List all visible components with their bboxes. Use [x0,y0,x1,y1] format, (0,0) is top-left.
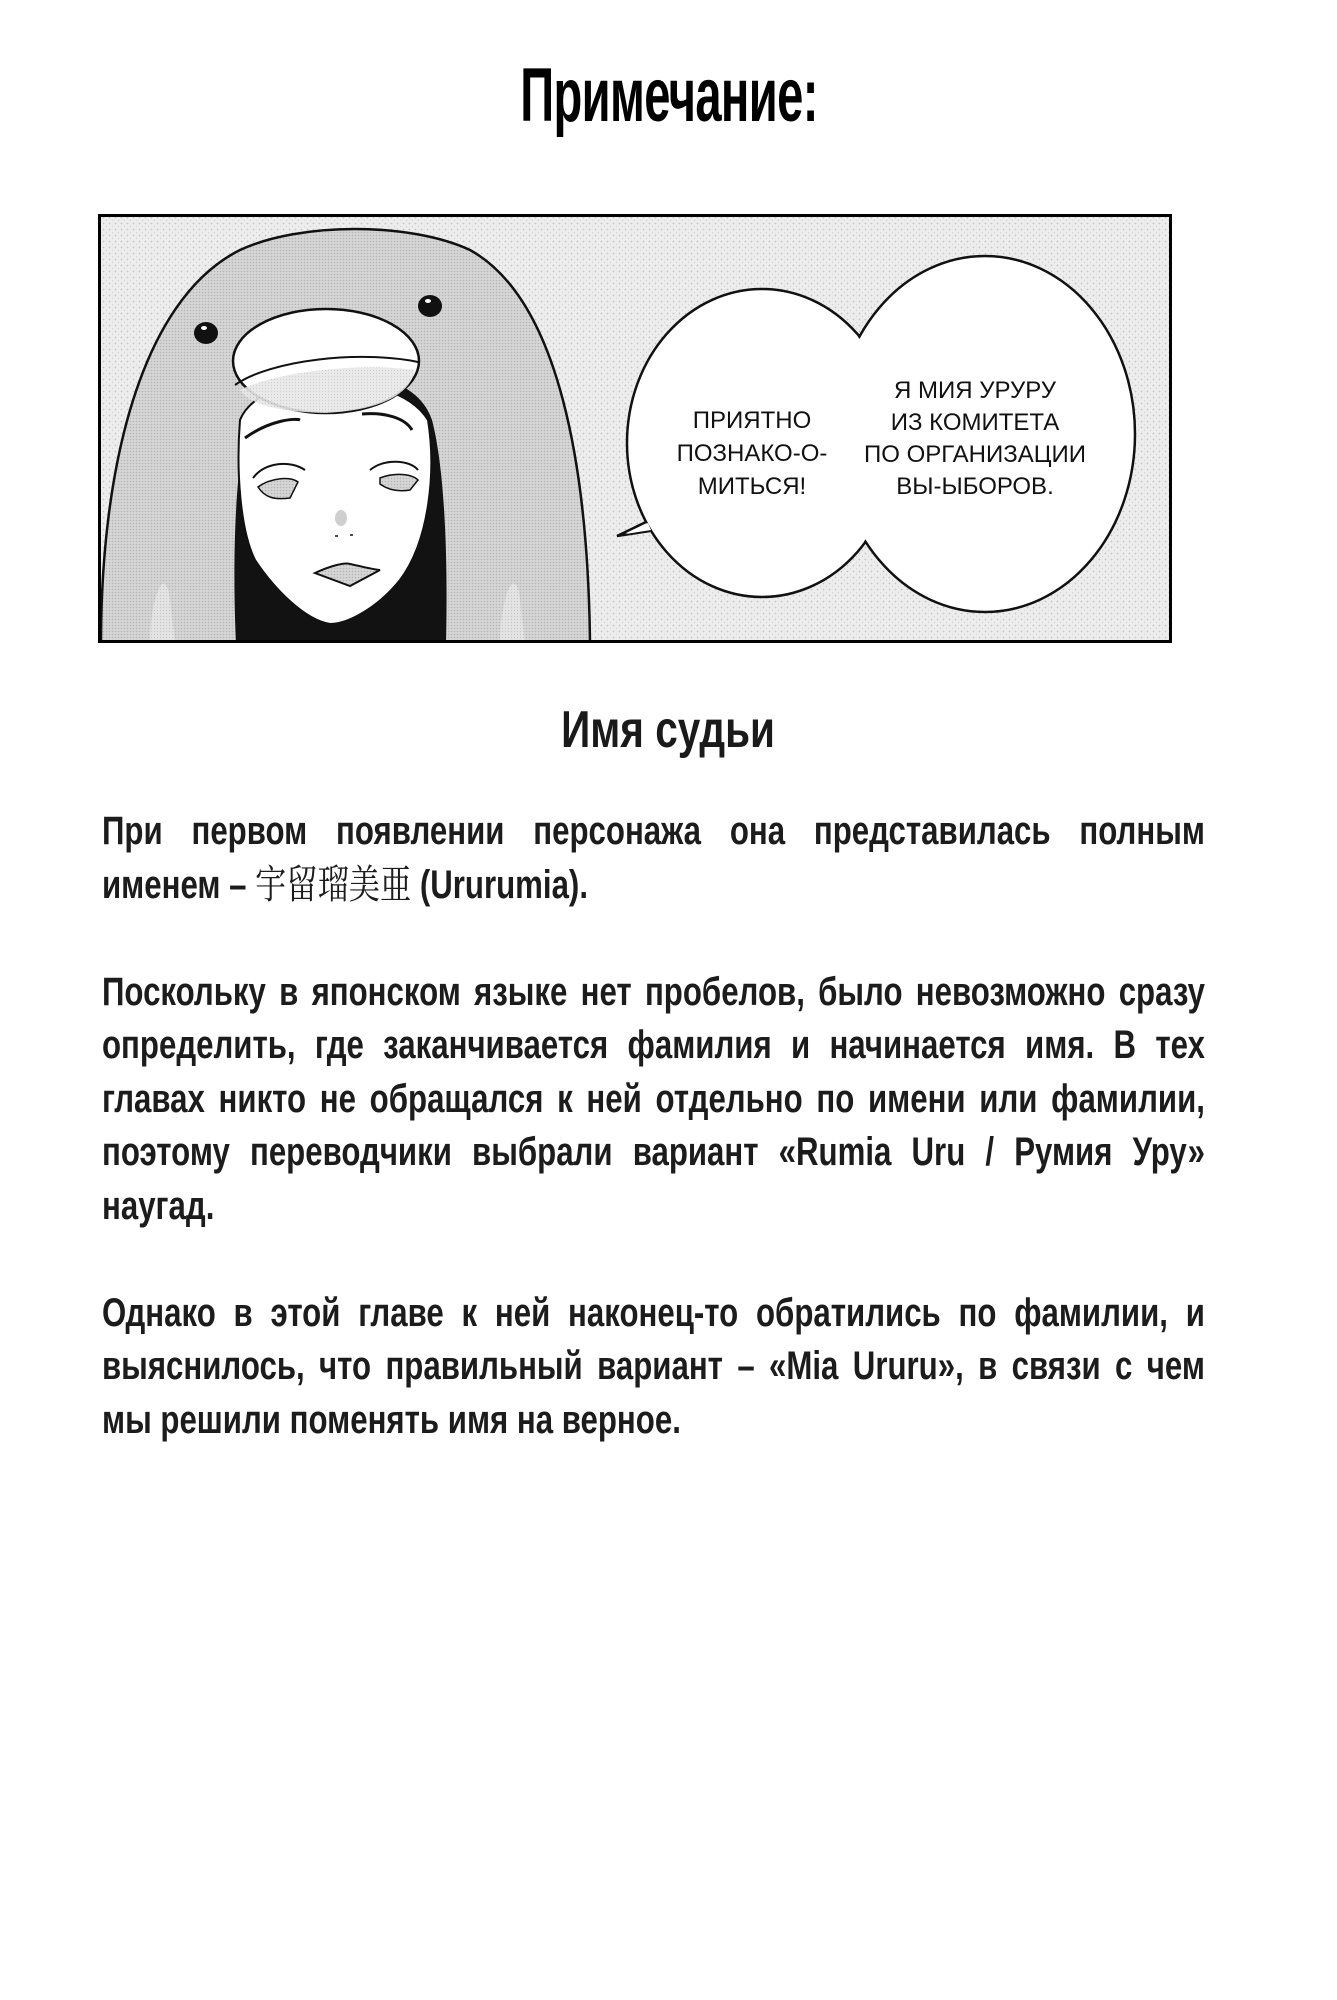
manga-panel [98,214,1172,643]
seal-eye-right [418,295,442,317]
bubble-left-line-2: ПОЗНАКО-О- [676,440,828,467]
section-heading-text: Имя судьи [561,701,776,759]
manga-panel-art [98,214,1172,643]
bubble-left-line-1: ПРИЯТНО [692,407,812,434]
bubble-right-line-3: ПО ОРГАНИЗАЦИИ [864,441,1086,468]
paragraph-2: Поскольку в японском языке нет пробелов, было невозможно сразу определить, где заканчивается фамилия и начинается имя. В тех главах никто не обращался к ней отдельно по имени или фамилии, поэтому переводчики выбрали вариант «Rumia Uru / Румия Уру» наугад. [102,969,1205,1228]
bubble-left-line-3: МИТЬСЯ! [697,473,807,500]
bubble-right-line-2: ИЗ КОМИТЕТА [890,409,1060,436]
paragraph-1 [102,805,1205,912]
paragraph-1-text: При первом появлении персонажа она представилась полным именем – [102,809,1205,907]
page-title [0,52,1337,140]
seal-eye-left [194,322,218,344]
bubble-right-line-4: ВЫ-ЫБОРОВ. [896,473,1054,500]
note-body [102,805,1205,1505]
page-title-text: Примечание: [519,53,818,138]
paragraph-3: Однако в этой главе к ней наконец-то обратились по фамилии, и выяснилось, что правильный вариант – «Mia Ururu», в связи с чем мы решили поменять имя на верное. [102,1290,1205,1442]
paragraph-1-text-end: (Ururumia). [411,862,588,907]
kanji-name: 宇留瑠美亜 [255,861,412,908]
section-heading [0,700,1337,760]
bubble-right-line-1: Я МИЯ УРУРУ [894,377,1056,404]
